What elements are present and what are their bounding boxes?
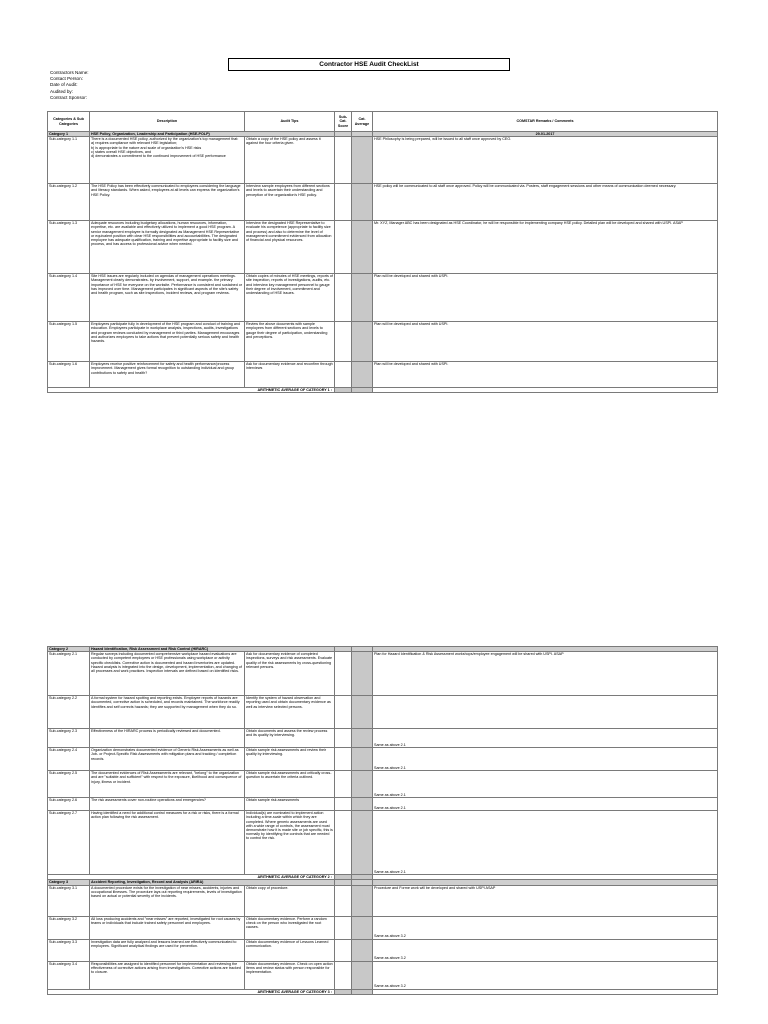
category-label: Category 3 [48, 880, 90, 885]
row-description: A formal system for hazard spotting and reporting exists. Employee reports of hazards are documented, corrective action is scheduled, and records maintained. The workforce readily identifies and self corrects hazards; they are supported by management when they do so. [90, 696, 245, 729]
sub-cat-score-cell[interactable] [335, 652, 352, 696]
sub-category-label: Sub-category 2.4 [48, 748, 90, 771]
category-label: Category 2 [48, 647, 90, 652]
cat-average-cell [352, 748, 373, 771]
row-description: The HSE Policy has been effectively communicated to employees considering the language and literacy standards. When asked, employees at all levels can express the organization's HSE Policy. [90, 184, 245, 221]
row-description: Having identified a need for additional control measures for a risk or risks, there is a formal action plan following the risk assessment. [90, 811, 245, 875]
sub-cat-score-cell[interactable] [335, 322, 352, 362]
table-row [48, 221, 718, 274]
row-audit-tips: Obtain documentary evidence. Perform a random check on the person who investigated the root causes. [245, 916, 335, 939]
table-row [48, 184, 718, 221]
header-description: Description [90, 112, 245, 132]
sub-cat-score-cell[interactable] [335, 939, 352, 961]
sub-category-label: Sub-category 2.2 [48, 696, 90, 729]
sub-category-label: Sub-category 2.6 [48, 798, 90, 811]
row-remarks[interactable]: Same as above 3.2 [373, 961, 718, 989]
row-description: Effectiveness of the HIRARC process is periodically reviewed and documented. [90, 729, 245, 748]
average-label: ARITHMETIC AVERAGE OF CATEGORY 1 : [48, 388, 335, 393]
table-row [48, 916, 718, 939]
row-description: Adequate resources including budgetary allocations, human resources, information, expertise, etc. are available and effectively utilized to implement a good HSE program. A senior management employee is formally designated as Management HSE Representative or equivalent position with clear HSE responsibilities and accountabilities. The designated employee has adequate qualification, training and expertise appropriate to facility size and process, and has access to professional advice when needed. [90, 221, 245, 274]
header-cat-average: Cat. Average [352, 112, 373, 132]
cat-average-cell [352, 916, 373, 939]
table-row [48, 885, 718, 916]
average-row [48, 989, 718, 994]
header-sub-cat-score: Sub-Cat. Score [335, 112, 352, 132]
row-audit-tips: Obtain documents and assess the review process and its quality by interviewing. [245, 729, 335, 748]
table-row [48, 322, 718, 362]
header-categories: Categories & Sub Categories [48, 112, 90, 132]
contractor-name-label: Contractors Name: [50, 70, 89, 75]
row-audit-tips: Review the above documents with sample employees from different sections and levels to gauge their degree of participation, understanding and perceptions. [245, 322, 335, 362]
average-score-cell [335, 989, 352, 994]
header-remarks: COMSTAR Remarks / Comments [373, 112, 718, 132]
category-title: Accident Reporting, Investigation, Record and Analysis (ARIRA) [90, 880, 335, 885]
category-label: Category 1 [48, 132, 90, 137]
cat-average-cell [352, 274, 373, 322]
sub-category-label: Sub-category 2.5 [48, 771, 90, 798]
table-row [48, 362, 718, 388]
sub-cat-score-cell[interactable] [335, 771, 352, 798]
row-audit-tips: Obtain documentary evidence of Lessons Learned communication. [245, 939, 335, 961]
table-row [48, 798, 718, 811]
cat-average-cell [352, 798, 373, 811]
row-remarks[interactable]: Same as above 2.1 [373, 811, 718, 875]
row-description: Employees receive positive reinforcement for safety and health performance/process improvement. Management gives formal recognition to outstanding individual and group contributions to safety and health? [90, 362, 245, 388]
sub-category-label: Sub-category 2.3 [48, 729, 90, 748]
row-description: Regular surveys including documented comprehensive workplace hazard evaluations are conducted by competent employees or HSE professionals using workplace or activity specific checklists. Corrective action is documented and hazard inventories are updated. Hazard analysis is integrated into the design, development, implementation, and changing of all processes and work practices. Inspection intervals are defined based on identified risks. [90, 652, 245, 696]
category-title: Hazard Identification, Risk Assessment and Risk Control (HIRARC) [90, 647, 335, 652]
cat-average-cell [352, 184, 373, 221]
average-label: ARITHMETIC AVERAGE OF CATEGORY 3 : [48, 989, 335, 994]
table-header-row [48, 112, 718, 132]
header-audit-tips: Audit Tips [245, 112, 335, 132]
row-audit-tips: Identify the system of hazard observation and reporting used and obtain documentary evidence as well as interview selected persons. [245, 696, 335, 729]
row-audit-tips: Obtain copy of procedure. [245, 885, 335, 916]
cat-average-cell [352, 137, 373, 184]
table-row [48, 939, 718, 961]
table-row [48, 137, 718, 184]
row-audit-tips: Obtain sample risk assessments [245, 798, 335, 811]
sub-cat-score-cell[interactable] [335, 916, 352, 939]
audit-table-page-1 [47, 111, 718, 393]
cat-average-cell [352, 885, 373, 916]
row-remarks[interactable]: Mr. XYZ, Manager ABC has been designated as HSE Coordinator, he will be responsible for implementing company HSE policy. Detailed plan will be developed and shared with USPI. ASAP [373, 221, 718, 274]
row-description: The risk assessments cover non-routine operations and emergencies? [90, 798, 245, 811]
table-row [48, 748, 718, 771]
sub-category-label: Sub-category 3.2 [48, 916, 90, 939]
row-description: Responsibilities are assigned to identified personnel for implementation and reviewing the effectiveness of corrective actions arising from investigations. Corrective actions are tracked to closure. [90, 961, 245, 989]
row-description: Investigation data are fully analyzed and lessons learned are effectively communicated to employees. Significant analytical findings are used for prevention. [90, 939, 245, 961]
date-of-audit-label: Date of Audit: [50, 82, 78, 88]
row-audit-tips: Ask for documentary evidence and reconfirm through interviews [245, 362, 335, 388]
row-audit-tips: Obtain documentary evidence. Check on open action items and review status with person responsible for implementation. [245, 961, 335, 989]
audit-date: 29-01-2017 [373, 132, 718, 137]
row-remarks[interactable]: Same as above 3.2 [373, 939, 718, 961]
sub-category-label: Sub-category 2.7 [48, 811, 90, 875]
row-remarks[interactable]: HSE policy will be communicated to all staff once approved. Policy will be communicated via. Posters, staff engagement sessions and other means of communication deemed necessary. [373, 184, 718, 221]
sub-cat-score-cell[interactable] [335, 811, 352, 875]
cat-average-cell [352, 961, 373, 989]
cat-average-cell [352, 729, 373, 748]
row-remarks[interactable]: Same as above 2.1 [373, 748, 718, 771]
row-remarks[interactable] [373, 696, 718, 729]
row-description: Employees participate fully in development of the HSE program and conduct of training and education. Employees participate in workplace analysis, inspections, audits, investigations and program reviews conducted by management or third parties. Management encourages and authorizes employees to take actions that prevent potentially serious safety and health hazards. [90, 322, 245, 362]
table-row [48, 961, 718, 989]
sub-cat-score-cell[interactable] [335, 137, 352, 184]
row-description: There is a documented HSE policy, authorized by the organization's top management that: a) requires compliance with relevant HSE legislation; b) is appropriate to the nature and scale of organization's HSE risks c) states overall HSE objectives, and d) demonstrates a commitment to the continued improvement of HSE performance [90, 137, 245, 184]
cat-average-cell [352, 696, 373, 729]
cat-average-cell [352, 322, 373, 362]
row-remarks[interactable]: Plan will be developed and shared with USPI. [373, 274, 718, 322]
row-description: The documented evidences of Risk Assessments are relevant, "belong" to the organization and are "suitable and sufficient" with respect to the exposure, likelihood and consequence of injury, illness or incident. [90, 771, 245, 798]
cat-average-cell [352, 221, 373, 274]
contract-sponsor-label: Contract Sponsor: [50, 94, 88, 100]
sub-cat-score-cell[interactable] [335, 729, 352, 748]
row-remarks[interactable]: Plan will be developed and shared with USPI. [373, 322, 718, 362]
row-audit-tips: Ask for documentary evidence of completed inspections, surveys and risk assessments. Evaluate quality of the risk assessments by cross-questioning relevant persons. [245, 652, 335, 696]
sub-cat-score-cell[interactable] [335, 274, 352, 322]
table-row [48, 696, 718, 729]
row-remarks[interactable]: Procedure and Forme work will be developed and shared with USPI ASAP [373, 885, 718, 916]
table-row [48, 771, 718, 798]
cat-average-cell [352, 362, 373, 388]
average-label: ARITHMETIC AVERAGE OF CATEGORY 2 : [48, 875, 335, 880]
sub-category-label: Sub-category 3.1 [48, 885, 90, 916]
row-audit-tips: Obtain sample risk assessments and critically cross-question to ascertain the criteria outlined. [245, 771, 335, 798]
row-audit-tips: Obtain copies of minutes of HSE meetings, reports of site inspection, reports of investigations, audits, etc. and interview key management personnel to gauge their degree of involvement, commitment and understanding of HSE issues. [245, 274, 335, 322]
sub-cat-score-cell[interactable] [335, 885, 352, 916]
table-row [48, 729, 718, 748]
table-row [48, 652, 718, 696]
sub-category-label: Sub-category 1.4 [48, 274, 90, 322]
average-score-cell [335, 388, 352, 393]
cat-average-cell [352, 811, 373, 875]
sub-category-label: Sub-category 3.4 [48, 961, 90, 989]
sub-category-label: Sub-category 1.1 [48, 137, 90, 184]
row-remarks[interactable]: Plan for Hazard Identification & Risk Assessment workshops/employee engagement will be shared with USPI. ASAP [373, 652, 718, 696]
cat-average-cell [352, 939, 373, 961]
table-row [48, 274, 718, 322]
sub-cat-score-cell[interactable] [335, 221, 352, 274]
row-audit-tips: Interview sample employees from different sections and levels to ascertain their understanding and perception of the organization's HSE policy. [245, 184, 335, 221]
row-description: Site HSE issues are regularly included on agendas of management operations meetings. Management clearly demonstrates- by involvement, support, and example- the primary importance of HSE for everyone on the worksite. Performance is consistent and sustained or has improved over time. Management participates in significant aspects of the site's safety and health program, such as site inspections, incident reviews, and program reviews. [90, 274, 245, 322]
sub-cat-score-cell[interactable] [335, 184, 352, 221]
row-remarks[interactable]: Same as above 2.1 [373, 798, 718, 811]
row-audit-tips: Individual(s) are nominated to implement action including a time-scale within which they are completed. Where generic assessments are used with a wide range of controls, the assessment must demonstrate how it is made site or job specific, this is normally by identifying the controls that are needed to control the risk. [245, 811, 335, 875]
sub-category-label: Sub-category 1.5 [48, 322, 90, 362]
sub-category-label: Sub-category 3.3 [48, 939, 90, 961]
contact-person-label: Contact Person: [50, 76, 83, 82]
checklist-title: Contractor HSE Audit CheckList [228, 58, 510, 71]
row-audit-tips: Interview the designated HSE Representative to evaluate his competence (appropriate to facility size and process) and also to determine the level of management commitment evidenced from allocation of financial and physical resources. [245, 221, 335, 274]
row-audit-tips: Obtain a copy of the HSE policy and assess it against the four criteria given. [245, 137, 335, 184]
sub-cat-score-cell[interactable] [335, 748, 352, 771]
audit-table-page-2 [47, 646, 718, 995]
row-remarks[interactable]: Same as above 3.2 [373, 916, 718, 939]
category-title: HSE Policy, Organization, Leadership and Participation (HSE-POLP) [90, 132, 335, 137]
sub-cat-score-cell[interactable] [335, 696, 352, 729]
row-description: A documented procedure exists for the investigation of near misses, accidents, injuries and occupational illnesses. The procedure lays out reporting requirements, levels of investigation based on actual or potential severity of the incidents. [90, 885, 245, 916]
table-row [48, 811, 718, 875]
cat-average-cell [352, 771, 373, 798]
cat-average-cell [352, 652, 373, 696]
average-row [48, 388, 718, 393]
sub-category-label: Sub-category 1.3 [48, 221, 90, 274]
audited-by-label: Audited by: [50, 88, 73, 94]
contractor-info [50, 70, 89, 101]
row-remarks[interactable]: HSE Philosophy is being prepared, will be issued to all staff once approved by CEO. [373, 137, 718, 184]
row-description: Organization demonstrates documented evidence of Generic Risk Assessments as well as Job- or Project-Specific Risk Assessments with mitigation plans and tracking / completion records. [90, 748, 245, 771]
average-value-cell [352, 388, 373, 393]
row-remarks[interactable]: Plan will be developed and shared with USPI. [373, 362, 718, 388]
sub-cat-score-cell[interactable] [335, 961, 352, 989]
sub-category-label: Sub-category 1.6 [48, 362, 90, 388]
sub-category-label: Sub-category 2.1 [48, 652, 90, 696]
sub-cat-score-cell[interactable] [335, 798, 352, 811]
row-description: All loss producing accidents and "near misses" are reported, investigated for root causes by teams or individuals that include trained safety personnel and employees. [90, 916, 245, 939]
row-remarks[interactable]: Same as above 2.1 [373, 771, 718, 798]
sub-category-label: Sub-category 1.2 [48, 184, 90, 221]
row-remarks[interactable]: Same as above 2.1 [373, 729, 718, 748]
sub-cat-score-cell[interactable] [335, 362, 352, 388]
average-value-cell [352, 989, 373, 994]
row-audit-tips: Obtain sample risk assessments and review their quality by interviewing. [245, 748, 335, 771]
